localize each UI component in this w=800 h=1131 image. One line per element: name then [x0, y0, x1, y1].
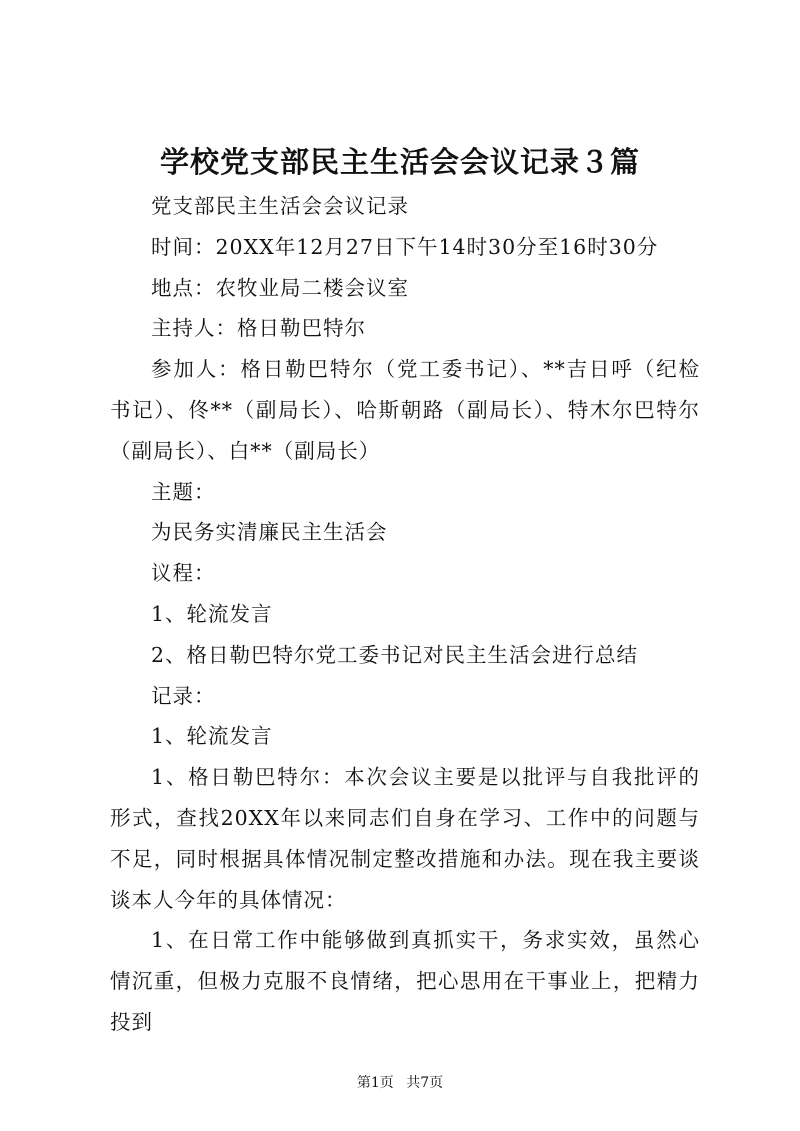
- paragraph: 主题：: [151, 479, 216, 504]
- page-total: 共7页: [406, 1075, 444, 1091]
- document-body: [110, 186, 700, 1043]
- paragraph: 党支部民主生活会会议记录: [151, 194, 409, 218]
- paragraph: 议程：: [151, 561, 216, 586]
- paragraph: 1、格日勒巴特尔：本次会议主要是以批评与自我批评的形式，查找20XX年以来同志们自身在学习、工作中的问题与不足，同时根据具体情况制定整改措施和办法。现在我主要谈谈本人今年的具体情况：: [110, 765, 700, 912]
- paragraph: 参加人：格日勒巴特尔（党工委书记）、**吉日呼（纪检书记）、佟**（副局长）、哈斯朝路（副局长）、特木尔巴特尔（副局长）、白**（副局长）: [110, 357, 700, 463]
- paragraph: 地点：农牧业局二楼会议室: [151, 275, 409, 300]
- document-title: 学校党支部民主生活会会议记录３篇: [159, 145, 640, 179]
- paragraph: 为民务实清廉民主生活会: [151, 520, 388, 545]
- page-footer: [0, 1073, 800, 1093]
- paragraph: 2、格日勒巴特尔党工委书记对民主生活会进行总结: [151, 642, 639, 667]
- paragraph: 主持人：格日勒巴特尔: [151, 316, 366, 341]
- paragraph: 记录：: [151, 683, 216, 708]
- paragraph: 1、轮流发言: [151, 601, 273, 626]
- page-number: 第1页: [356, 1075, 394, 1091]
- paragraph: 1、轮流发言: [151, 724, 273, 749]
- paragraph: 时间：20XX年12月27日下午14时30分至16时30分: [151, 234, 659, 259]
- paragraph: 1、在日常工作中能够做到真抓实干，务求实效，虽然心情沉重，但极力克服不良情绪，把心思用在干事业上，把精力投到: [110, 928, 700, 1034]
